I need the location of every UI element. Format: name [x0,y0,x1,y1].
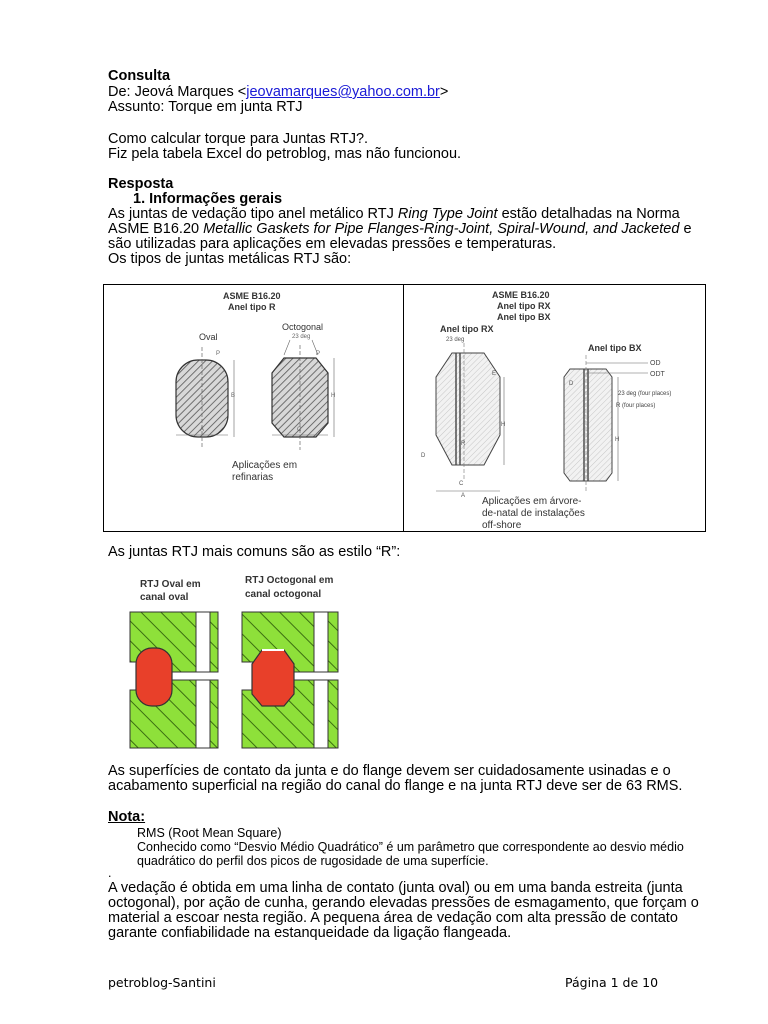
oval-gasket [136,648,172,706]
oval-label-1: RTJ Oval em [140,579,201,590]
left-title-1: ASME B16.20 [223,291,281,301]
label-octogonal: Octogonal [282,322,324,332]
email-link[interactable]: jeovamarques@yahoo.com.br [246,84,440,100]
svg-text:P: P [216,351,221,357]
label-bx: Anel tipo BX [588,343,642,353]
nota-line-3: quadrático do perfil dos picos de rugosidade de uma superfície. [137,854,489,868]
label-odt: ODT [650,371,665,378]
common-types-text: As juntas RTJ mais comuns são as estilo “R”: [108,544,401,560]
right-applications-2: de-natal de instalações [482,508,585,519]
rtj-r-colored-figure [118,570,364,752]
vedacao-line-3: material a escoar nesta região. A pequena área de vedação com alta pressão de contato [108,910,678,926]
svg-text:C: C [297,427,302,433]
label-rx: Anel tipo RX [440,324,494,334]
subject-line: Assunto: Torque em junta RTJ [108,99,303,115]
right-applications-1: Aplicações em árvore- [482,496,582,507]
rtj-rx-bx-drawing [404,285,705,531]
label-rx-angle: 23 deg [446,337,465,343]
p1-l2-italic: Metallic Gaskets for Pipe Flanges-Ring-Joint, Spiral-Wound, and Jacketed [203,221,680,237]
svg-text:H: H [501,422,506,428]
octagonal-gasket [252,650,294,706]
surface-line-1: As superfícies de contato da junta e do flange devem ser cuidadosamente usinadas e o [108,763,671,779]
left-applications-2: refinarias [232,472,274,483]
rtj-r-drawing [104,285,403,531]
left-applications-1: Aplicações em [232,460,298,471]
from-line [108,85,448,100]
label-bx-radius: R (four places) [616,403,656,409]
octagonal-flange-assembly [242,612,338,748]
nota-dot: . [108,866,112,880]
footer-page-number: Página 1 de 10 [565,975,659,990]
label-bx-angle: 23 deg (four places) [618,391,672,397]
svg-text:C: C [459,481,464,487]
svg-text:R: R [461,441,466,447]
vedacao-line-4: garante confiabilidade na estanqueidade da ligação flangeada. [108,925,512,941]
svg-text:A: A [200,427,205,433]
nota-heading: Nota: [108,809,146,825]
svg-text:A: A [461,493,466,499]
left-title-2: Anel tipo R [228,302,276,312]
section-1-heading: 1. Informações gerais [133,191,283,207]
label-od: OD [650,360,661,367]
nota-line-2: Conhecido como “Desvio Médio Quadrático” é um parâmetro que correspondente ao desvio médio [137,840,684,854]
svg-text:H: H [331,393,336,399]
right-title-3: Anel tipo BX [497,312,551,322]
svg-text:B: B [231,393,236,399]
oval-flange-assembly [130,612,218,748]
paragraph-1-line-2 [108,222,692,237]
oct-label-1: RTJ Octogonal em [245,575,334,586]
p1-l2-b: e [679,221,692,237]
svg-text:D: D [569,381,574,387]
vedacao-line-1: A vedação é obtida em uma linha de contato (junta oval) ou em uma banda estreita (junta [108,880,683,896]
paragraph-1-line-4: Os tipos de juntas metálicas RTJ são: [108,251,352,267]
paragraph-1-line-3: são utilizadas para aplicações em elevadas pressões e temperaturas. [108,236,557,252]
right-title-1: ASME B16.20 [492,290,550,300]
label-oval: Oval [199,332,218,342]
question-line-2: Fiz pela tabela Excel do petroblog, mas não funcionou. [108,146,462,162]
svg-text:D: D [421,453,426,459]
p1-l1-a: As juntas de vedação tipo anel metálico RTJ [108,206,398,222]
from-suffix: > [439,84,449,100]
nota-line-1: RMS (Root Mean Square) [137,826,282,840]
question-line-1: Como calcular torque para Juntas RTJ?. [108,131,369,147]
rx-ring-shape [436,353,500,465]
p1-l1-b: estão detalhadas na Norma [497,206,680,222]
p1-l1-italic: Ring Type Joint [397,206,498,222]
svg-text:P: P [316,351,321,357]
svg-text:H: H [615,437,620,443]
from-prefix: De: Jeová Marques < [108,84,247,100]
resposta-heading: Resposta [108,176,174,192]
footer-source: petroblog-Santini [108,975,216,990]
oct-label-2: canal octogonal [245,589,322,600]
oval-label-2: canal oval [140,592,189,603]
right-applications-3: off-shore [482,520,522,531]
p1-l2-a: ASME B16.20 [108,221,204,237]
surface-line-2: acabamento superficial na região do canal do flange e na junta RTJ deve ser de 63 RMS. [108,778,683,794]
label-oct-angle: 23 deg [292,334,311,340]
svg-text:E: E [492,371,497,377]
right-title-2: Anel tipo RX [497,301,551,311]
consulta-heading: Consulta [108,68,171,84]
vedacao-line-2: octogonal), por ação de cunha, gerando elevadas pressões de esmagamento, que forçam o [108,895,699,911]
paragraph-1-line-1 [108,207,680,222]
